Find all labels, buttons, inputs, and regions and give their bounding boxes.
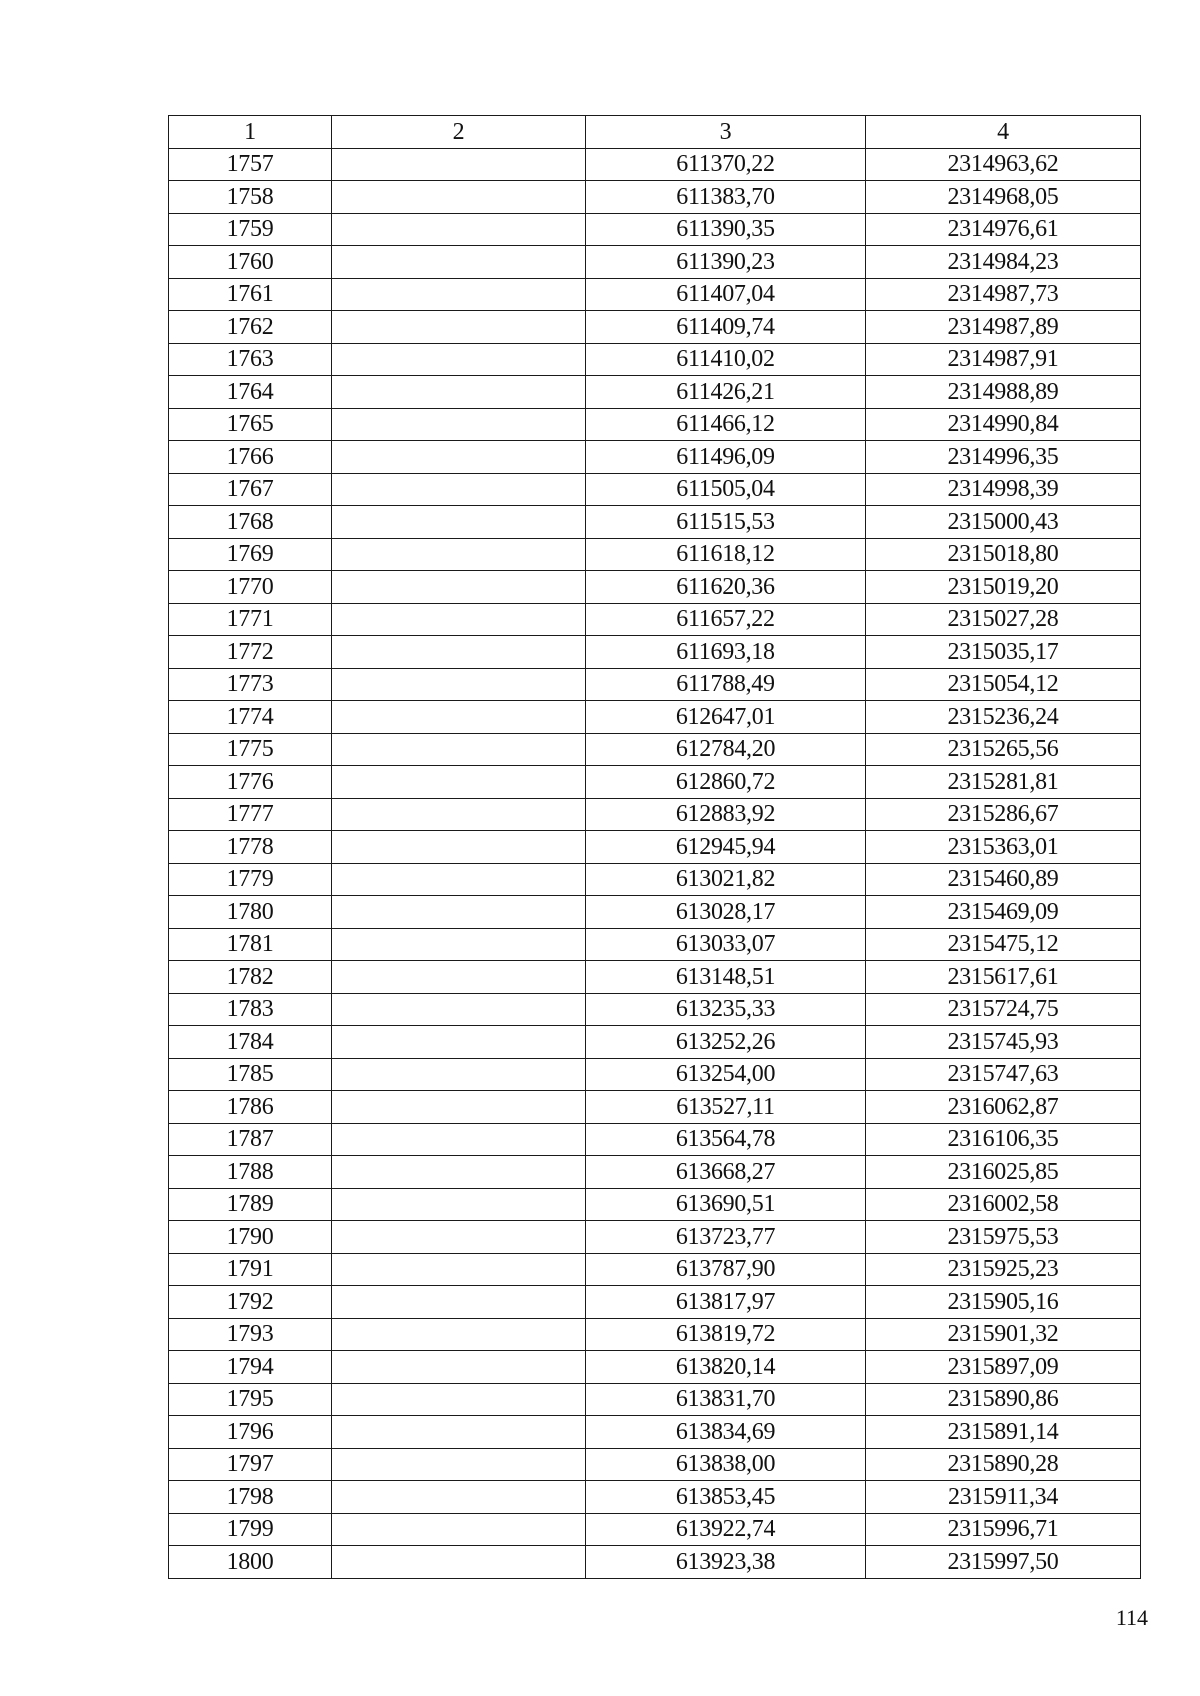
point-number-cell: 1777	[169, 798, 332, 831]
point-number-cell: 1799	[169, 1513, 332, 1546]
point-number-cell: 1792	[169, 1286, 332, 1319]
table-row	[169, 603, 1141, 636]
y-coordinate-cell: 2314988,89	[866, 376, 1141, 409]
point-number-cell: 1793	[169, 1318, 332, 1351]
x-coordinate-cell: 613668,27	[586, 1156, 866, 1189]
y-coordinate-cell: 2315724,75	[866, 993, 1141, 1026]
x-coordinate-cell: 613787,90	[586, 1253, 866, 1286]
table-row	[169, 148, 1141, 181]
point-number-cell: 1761	[169, 278, 332, 311]
empty-cell	[332, 1156, 586, 1189]
x-coordinate-cell: 611788,49	[586, 668, 866, 701]
x-coordinate-cell: 613564,78	[586, 1123, 866, 1156]
point-number-cell: 1781	[169, 928, 332, 961]
y-coordinate-cell: 2315747,63	[866, 1058, 1141, 1091]
table-row	[169, 1026, 1141, 1059]
empty-cell	[332, 246, 586, 279]
point-number-cell: 1783	[169, 993, 332, 1026]
y-coordinate-cell: 2315475,12	[866, 928, 1141, 961]
empty-cell	[332, 1448, 586, 1481]
point-number-cell: 1788	[169, 1156, 332, 1189]
point-number-cell: 1787	[169, 1123, 332, 1156]
y-coordinate-cell: 2315890,28	[866, 1448, 1141, 1481]
empty-cell	[332, 1286, 586, 1319]
x-coordinate-cell: 611370,22	[586, 148, 866, 181]
point-number-cell: 1771	[169, 603, 332, 636]
y-coordinate-cell: 2314963,62	[866, 148, 1141, 181]
empty-cell	[332, 1481, 586, 1514]
table-row	[169, 993, 1141, 1026]
table-row	[169, 1448, 1141, 1481]
empty-cell	[332, 408, 586, 441]
point-number-cell: 1795	[169, 1383, 332, 1416]
y-coordinate-cell: 2315975,53	[866, 1221, 1141, 1254]
point-number-cell: 1763	[169, 343, 332, 376]
x-coordinate-cell: 613820,14	[586, 1351, 866, 1384]
point-number-cell: 1760	[169, 246, 332, 279]
y-coordinate-cell: 2315469,09	[866, 896, 1141, 929]
point-number-cell: 1796	[169, 1416, 332, 1449]
x-coordinate-cell: 611505,04	[586, 473, 866, 506]
y-coordinate-cell: 2315035,17	[866, 636, 1141, 669]
table-row	[169, 1481, 1141, 1514]
x-coordinate-cell: 611426,21	[586, 376, 866, 409]
point-number-cell: 1776	[169, 766, 332, 799]
y-coordinate-cell: 2316002,58	[866, 1188, 1141, 1221]
table-row	[169, 246, 1141, 279]
column-header-1: 1	[169, 116, 332, 149]
point-number-cell: 1780	[169, 896, 332, 929]
table-row	[169, 1513, 1141, 1546]
point-number-cell: 1782	[169, 961, 332, 994]
x-coordinate-cell: 611693,18	[586, 636, 866, 669]
y-coordinate-cell: 2314987,73	[866, 278, 1141, 311]
table-row	[169, 1091, 1141, 1124]
y-coordinate-cell: 2315891,14	[866, 1416, 1141, 1449]
table-header	[169, 116, 1141, 149]
empty-cell	[332, 733, 586, 766]
table-row	[169, 506, 1141, 539]
point-number-cell: 1772	[169, 636, 332, 669]
point-number-cell: 1794	[169, 1351, 332, 1384]
x-coordinate-cell: 611657,22	[586, 603, 866, 636]
table-row	[169, 1546, 1141, 1579]
y-coordinate-cell: 2314976,61	[866, 213, 1141, 246]
x-coordinate-cell: 613033,07	[586, 928, 866, 961]
x-coordinate-cell: 613252,26	[586, 1026, 866, 1059]
table-row	[169, 798, 1141, 831]
point-number-cell: 1784	[169, 1026, 332, 1059]
empty-cell	[332, 181, 586, 214]
x-coordinate-cell: 612883,92	[586, 798, 866, 831]
y-coordinate-cell: 2314984,23	[866, 246, 1141, 279]
y-coordinate-cell: 2315997,50	[866, 1546, 1141, 1579]
y-coordinate-cell: 2315265,56	[866, 733, 1141, 766]
x-coordinate-cell: 612945,94	[586, 831, 866, 864]
table-row	[169, 278, 1141, 311]
x-coordinate-cell: 613021,82	[586, 863, 866, 896]
empty-cell	[332, 148, 586, 181]
y-coordinate-cell: 2315286,67	[866, 798, 1141, 831]
table-row	[169, 538, 1141, 571]
x-coordinate-cell: 613838,00	[586, 1448, 866, 1481]
coordinates-table	[168, 115, 1141, 1579]
empty-cell	[332, 798, 586, 831]
table-row	[169, 376, 1141, 409]
x-coordinate-cell: 613831,70	[586, 1383, 866, 1416]
empty-cell	[332, 473, 586, 506]
point-number-cell: 1770	[169, 571, 332, 604]
empty-cell	[332, 766, 586, 799]
point-number-cell: 1800	[169, 1546, 332, 1579]
table-row	[169, 1156, 1141, 1189]
page-number: 114	[1115, 1605, 1148, 1630]
empty-cell	[332, 1091, 586, 1124]
empty-cell	[332, 1026, 586, 1059]
point-number-cell: 1759	[169, 213, 332, 246]
table-row	[169, 181, 1141, 214]
x-coordinate-cell: 611383,70	[586, 181, 866, 214]
y-coordinate-cell: 2315925,23	[866, 1253, 1141, 1286]
empty-cell	[332, 636, 586, 669]
empty-cell	[332, 1253, 586, 1286]
point-number-cell: 1769	[169, 538, 332, 571]
x-coordinate-cell: 611410,02	[586, 343, 866, 376]
x-coordinate-cell: 611496,09	[586, 441, 866, 474]
point-number-cell: 1773	[169, 668, 332, 701]
point-number-cell: 1768	[169, 506, 332, 539]
empty-cell	[332, 603, 586, 636]
empty-cell	[332, 213, 586, 246]
y-coordinate-cell: 2315996,71	[866, 1513, 1141, 1546]
empty-cell	[332, 1351, 586, 1384]
table-row	[169, 766, 1141, 799]
empty-cell	[332, 831, 586, 864]
table-row	[169, 668, 1141, 701]
x-coordinate-cell: 613028,17	[586, 896, 866, 929]
y-coordinate-cell: 2315000,43	[866, 506, 1141, 539]
x-coordinate-cell: 611620,36	[586, 571, 866, 604]
table-row	[169, 408, 1141, 441]
x-coordinate-cell: 613923,38	[586, 1546, 866, 1579]
y-coordinate-cell: 2316062,87	[866, 1091, 1141, 1124]
point-number-cell: 1757	[169, 148, 332, 181]
point-number-cell: 1775	[169, 733, 332, 766]
table-row	[169, 1253, 1141, 1286]
table-row	[169, 961, 1141, 994]
table-row	[169, 1416, 1141, 1449]
table-row	[169, 213, 1141, 246]
point-number-cell: 1778	[169, 831, 332, 864]
column-header-3: 3	[586, 116, 866, 149]
empty-cell	[332, 1513, 586, 1546]
empty-cell	[332, 961, 586, 994]
empty-cell	[332, 1546, 586, 1579]
table-row	[169, 473, 1141, 506]
x-coordinate-cell: 613817,97	[586, 1286, 866, 1319]
empty-cell	[332, 506, 586, 539]
point-number-cell: 1789	[169, 1188, 332, 1221]
table-row	[169, 1286, 1141, 1319]
empty-cell	[332, 538, 586, 571]
y-coordinate-cell: 2315281,81	[866, 766, 1141, 799]
point-number-cell: 1797	[169, 1448, 332, 1481]
y-coordinate-cell: 2315890,86	[866, 1383, 1141, 1416]
table-row	[169, 441, 1141, 474]
y-coordinate-cell: 2316025,85	[866, 1156, 1141, 1189]
x-coordinate-cell: 613690,51	[586, 1188, 866, 1221]
table-row	[169, 831, 1141, 864]
x-coordinate-cell: 611407,04	[586, 278, 866, 311]
empty-cell	[332, 1383, 586, 1416]
point-number-cell: 1774	[169, 701, 332, 734]
y-coordinate-cell: 2315911,34	[866, 1481, 1141, 1514]
empty-cell	[332, 1416, 586, 1449]
table-row	[169, 1351, 1141, 1384]
empty-cell	[332, 376, 586, 409]
y-coordinate-cell: 2315897,09	[866, 1351, 1141, 1384]
column-header-4: 4	[866, 116, 1141, 149]
table-row	[169, 1221, 1141, 1254]
x-coordinate-cell: 612784,20	[586, 733, 866, 766]
table-row	[169, 1058, 1141, 1091]
column-header-2: 2	[332, 116, 586, 149]
y-coordinate-cell: 2314968,05	[866, 181, 1141, 214]
y-coordinate-cell: 2315460,89	[866, 863, 1141, 896]
empty-cell	[332, 701, 586, 734]
point-number-cell: 1785	[169, 1058, 332, 1091]
empty-cell	[332, 311, 586, 344]
y-coordinate-cell: 2314987,91	[866, 343, 1141, 376]
x-coordinate-cell: 612647,01	[586, 701, 866, 734]
table-row	[169, 1188, 1141, 1221]
point-number-cell: 1779	[169, 863, 332, 896]
empty-cell	[332, 1318, 586, 1351]
y-coordinate-cell: 2315018,80	[866, 538, 1141, 571]
empty-cell	[332, 571, 586, 604]
table-row	[169, 733, 1141, 766]
table-row	[169, 311, 1141, 344]
table-row	[169, 571, 1141, 604]
x-coordinate-cell: 613834,69	[586, 1416, 866, 1449]
empty-cell	[332, 278, 586, 311]
y-coordinate-cell: 2314987,89	[866, 311, 1141, 344]
table-row	[169, 863, 1141, 896]
x-coordinate-cell: 613148,51	[586, 961, 866, 994]
table-row	[169, 896, 1141, 929]
point-number-cell: 1765	[169, 408, 332, 441]
table-body	[169, 148, 1141, 1578]
x-coordinate-cell: 613922,74	[586, 1513, 866, 1546]
x-coordinate-cell: 613723,77	[586, 1221, 866, 1254]
x-coordinate-cell: 611390,35	[586, 213, 866, 246]
point-number-cell: 1798	[169, 1481, 332, 1514]
x-coordinate-cell: 613235,33	[586, 993, 866, 1026]
empty-cell	[332, 668, 586, 701]
empty-cell	[332, 1058, 586, 1091]
empty-cell	[332, 1123, 586, 1156]
empty-cell	[332, 1188, 586, 1221]
point-number-cell: 1767	[169, 473, 332, 506]
table-row	[169, 701, 1141, 734]
y-coordinate-cell: 2314990,84	[866, 408, 1141, 441]
x-coordinate-cell: 611466,12	[586, 408, 866, 441]
x-coordinate-cell: 613254,00	[586, 1058, 866, 1091]
y-coordinate-cell: 2315745,93	[866, 1026, 1141, 1059]
y-coordinate-cell: 2315236,24	[866, 701, 1141, 734]
empty-cell	[332, 896, 586, 929]
x-coordinate-cell: 613819,72	[586, 1318, 866, 1351]
y-coordinate-cell: 2315363,01	[866, 831, 1141, 864]
table-row	[169, 343, 1141, 376]
y-coordinate-cell: 2315027,28	[866, 603, 1141, 636]
x-coordinate-cell: 613853,45	[586, 1481, 866, 1514]
point-number-cell: 1790	[169, 1221, 332, 1254]
table-row	[169, 1383, 1141, 1416]
x-coordinate-cell: 611409,74	[586, 311, 866, 344]
header-row	[169, 116, 1141, 149]
empty-cell	[332, 1221, 586, 1254]
point-number-cell: 1766	[169, 441, 332, 474]
x-coordinate-cell: 611618,12	[586, 538, 866, 571]
point-number-cell: 1764	[169, 376, 332, 409]
y-coordinate-cell: 2315054,12	[866, 668, 1141, 701]
table-row	[169, 1123, 1141, 1156]
x-coordinate-cell: 611390,23	[586, 246, 866, 279]
y-coordinate-cell: 2314996,35	[866, 441, 1141, 474]
table-row	[169, 1318, 1141, 1351]
point-number-cell: 1791	[169, 1253, 332, 1286]
y-coordinate-cell: 2315905,16	[866, 1286, 1141, 1319]
table-row	[169, 928, 1141, 961]
y-coordinate-cell: 2315901,32	[866, 1318, 1141, 1351]
x-coordinate-cell: 613527,11	[586, 1091, 866, 1124]
empty-cell	[332, 343, 586, 376]
empty-cell	[332, 928, 586, 961]
empty-cell	[332, 441, 586, 474]
y-coordinate-cell: 2314998,39	[866, 473, 1141, 506]
empty-cell	[332, 993, 586, 1026]
point-number-cell: 1758	[169, 181, 332, 214]
empty-cell	[332, 863, 586, 896]
x-coordinate-cell: 611515,53	[586, 506, 866, 539]
y-coordinate-cell: 2315617,61	[866, 961, 1141, 994]
point-number-cell: 1762	[169, 311, 332, 344]
point-number-cell: 1786	[169, 1091, 332, 1124]
y-coordinate-cell: 2316106,35	[866, 1123, 1141, 1156]
y-coordinate-cell: 2315019,20	[866, 571, 1141, 604]
x-coordinate-cell: 612860,72	[586, 766, 866, 799]
table-row	[169, 636, 1141, 669]
